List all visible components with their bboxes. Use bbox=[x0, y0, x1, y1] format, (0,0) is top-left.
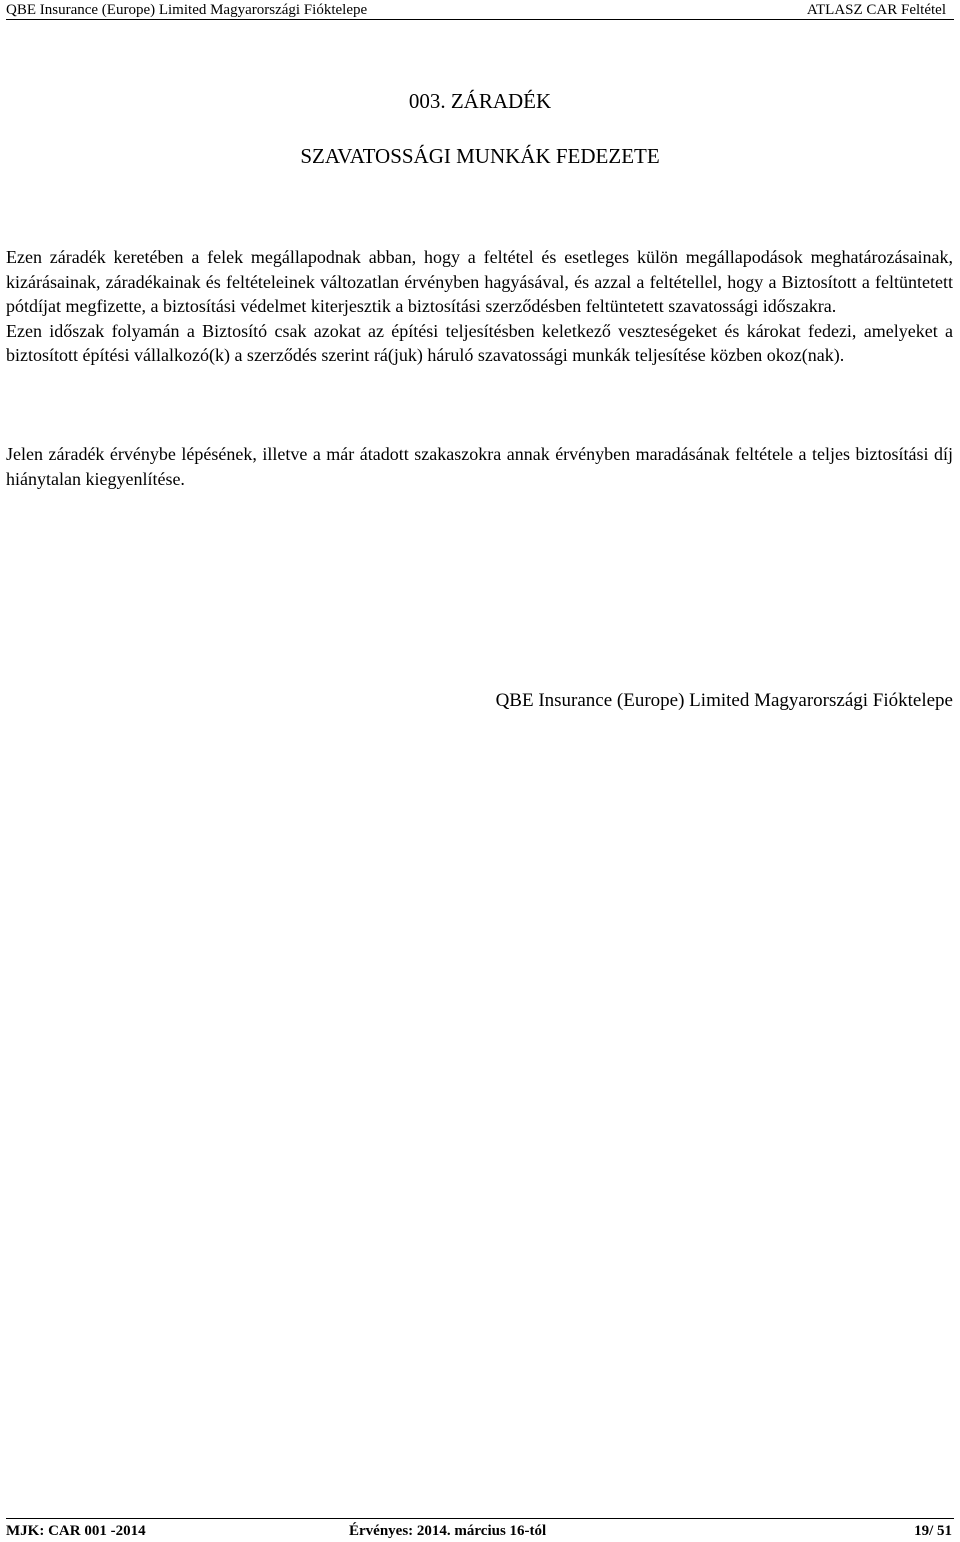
footer-divider bbox=[6, 1518, 954, 1519]
clause-paragraph-2-text: Jelen záradék érvénybe lépésének, illetve a már átadott szakaszokra annak érvényben maradásának feltétele a teljes biztosítási díj hiánytalan kiegyenlítése. bbox=[6, 444, 953, 489]
footer-document-code: MJK: CAR 001 -2014 bbox=[6, 1523, 146, 1539]
header-company: QBE Insurance (Europe) Limited Magyarországi Fióktelepe bbox=[6, 2, 368, 18]
page-footer bbox=[6, 1521, 952, 1541]
clause-number-title: 003. ZÁRADÉK bbox=[408, 89, 552, 113]
footer-validity: Érvényes: 2014. március 16-tól bbox=[349, 1523, 547, 1539]
footer-page-number: 19/ 51 bbox=[914, 1523, 952, 1539]
page-header bbox=[6, 0, 946, 20]
signature-company: QBE Insurance (Europe) Limited Magyarországi Fióktelepe bbox=[495, 690, 953, 711]
clause-paragraph-2 bbox=[6, 442, 953, 491]
clause-paragraph-1-sentence-a: Ezen záradék keretében a felek megállapodnak abban, hogy a feltétel és esetleges külön megállapodások meghatározásainak, kizárásainak, záradékainak és feltételeinek változatlan érvényben hagyásával, és azzal a feltétellel, hogy a Biztosított a feltüntetett pótdíjat megfizette, a biztosítási védelmet kiterjesztik a biztosítási szerződésben feltüntetett szavatossági időszakra. bbox=[6, 247, 953, 316]
clause-paragraph-1-sentence-b: Ezen időszak folyamán a Biztosító csak azokat az építési teljesítésben keletkező veszteségeket és károkat fedezi, amelyeket a biztosított építési vállalkozó(k) a szerződés szerint rá(juk) háruló szavatossági munkák teljesítése közben okoz(nak). bbox=[6, 320, 953, 365]
header-document-title: ATLASZ CAR Feltétel bbox=[806, 2, 946, 18]
clause-subject-title: SZAVATOSSÁGI MUNKÁK FEDEZETE bbox=[300, 144, 660, 168]
clause-paragraph-1 bbox=[6, 245, 953, 368]
header-divider bbox=[6, 19, 954, 20]
